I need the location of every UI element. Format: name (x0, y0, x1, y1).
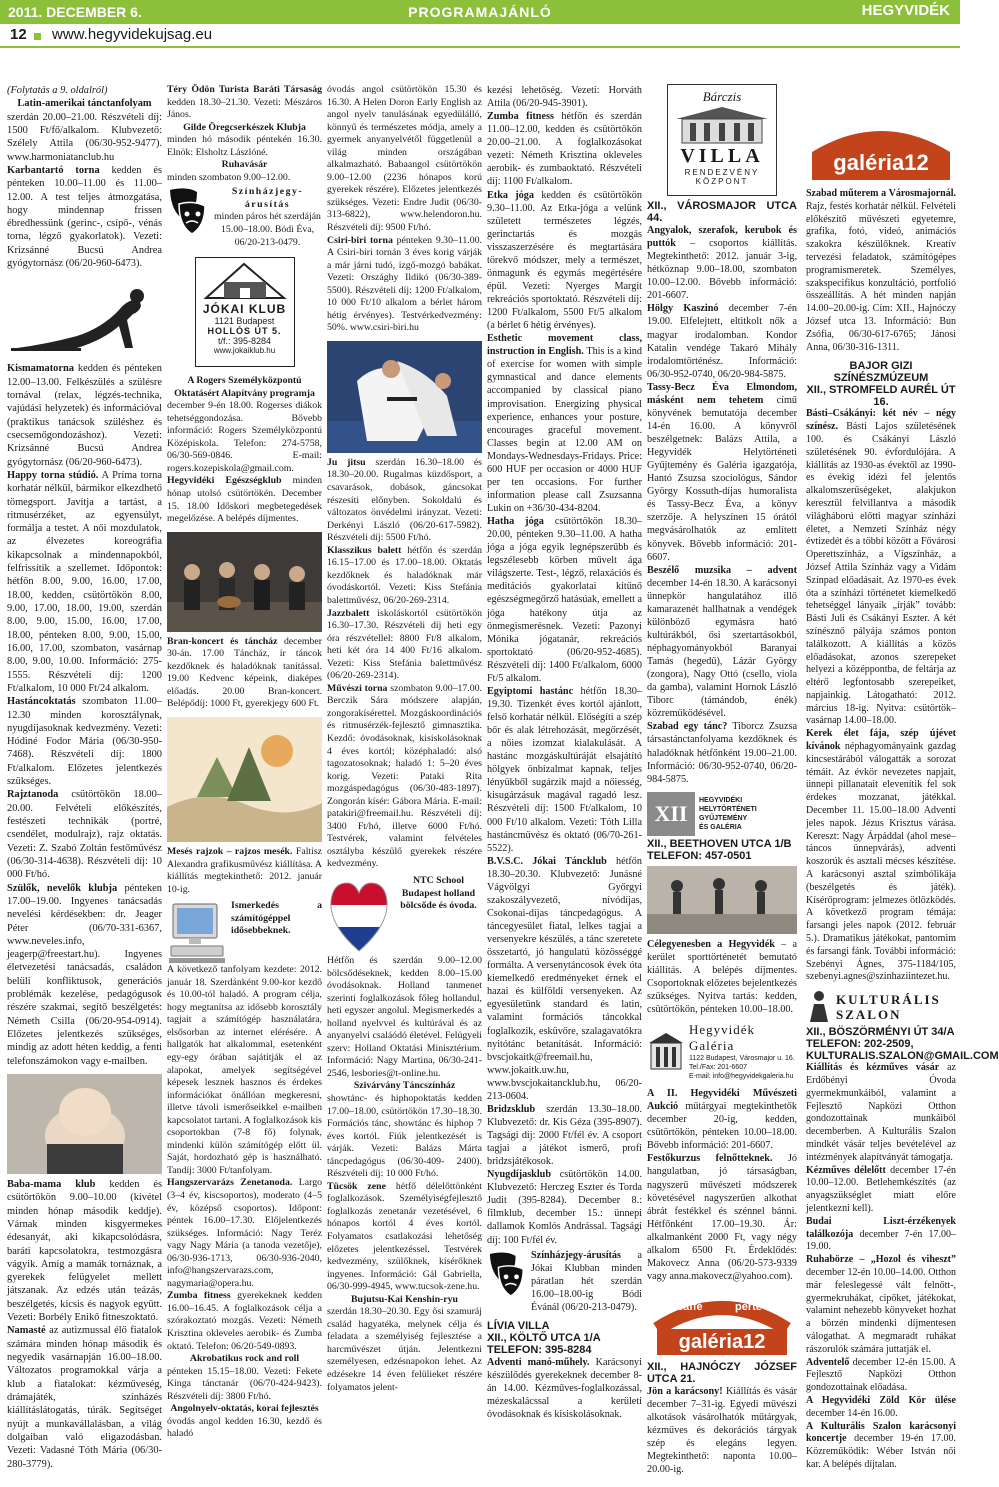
kism-title: Kismamatorna (7, 363, 74, 375)
klass-title: Klasszikus balett (327, 544, 402, 556)
hg-phone: Tel./Fax: 201-6607 (689, 1064, 747, 1072)
page-header-bar (0, 0, 960, 24)
egyip-title: Egyiptomi hastánc (487, 685, 574, 697)
rogers-title: A Rogers Személyközpontú Oktatásért Alapítvány programja (174, 375, 315, 399)
hegyvidek-galeria-logo (647, 1022, 797, 1081)
angy-body: – csoportos kiállítás. Megtekinthető: 2012. január 3-ig, hétköznap 9.00–18.00, szombaton 10.00–12.00. Bővebb információ: 201-6607. (647, 238, 798, 302)
baby-photo (7, 1074, 162, 1174)
band-photo (167, 532, 322, 632)
buju-continued: kezési lehetőség. Vezeti: Horváth Attila (06/20-945-3901). (487, 85, 642, 110)
kulturalis-szalon-logo (806, 990, 956, 1024)
cel-title: Célegyenesben a Hegyvidék (647, 938, 775, 950)
bridzs-body: szerdán 13.30–18.00. Klubvezető: dr. Kis Géza (395-8907). Tagsági díj: 2000 Ft/fél év. A csoport tagjai a játékot ismerő, profi bridzsjátékosok. (487, 1103, 642, 1168)
galeria12-logo (806, 116, 956, 182)
holgy-title: Hölgy Kaszinó (647, 303, 719, 315)
hang-body: Largo (3–4 év, kiscsoportos), moderato (4–5 év, középső csoportos). Időpont: péntek 16.00–17.30. Előjelentkezés szükséges. Információ: Nagy Teréz vagy Nagy Mária (a tanoda vezetője), 06/30-936-1713, 06/30-936-2040, info@hangszervarazs.com, nagymaria@opera.hu. (167, 1177, 322, 1289)
szinhaz2-title: Színházjegy-árusítás (531, 1249, 621, 1261)
kerek-title: Kerek élet fája, szép újévet kívánok (806, 728, 956, 753)
tery-title: Téry Ödön Turista Baráti Társaság (167, 84, 322, 95)
happy-body: A Príma torna korhatár nélkül, bármikor elkezdhető tömegsport. Javítja a tartást, a ritmusérzéket, az egyensúlyt, formálja a testet. A női mozdulatok, az élvezetes koreográfia kikapcsolnak a mindennapokból, felfrissítik a szellemet. Időpontok: hétfőn 8.00, 9.00, 16.00, 17.00, 18.00, kedden, csütörtökön 8.00, 9.00, 17.00, 18.00, 19.00, szerdán 8.00, 9.00, 15.00, 16.00, 17.00, 18.00, pénteken 8.00, 9.00, 15.00, 16.00, 17.00, szombaton, vasárnap 8.00, 9.00, 10.00. Információ: 275-1555. Részvételi díj: 1200 Ft/alkalom, 10 000 Ft/24 alkalom. (7, 469, 162, 694)
header-rule (0, 46, 960, 48)
livia-name: LÍVIA VILLA (487, 1319, 550, 1332)
nyug-title: Nyugdíjasklub (487, 1169, 551, 1181)
namaste-body: az autizmussal élő fiatalok számára minden hónap második és negyedik vasárnapján 16.00–18.00. Változatos programokkal várja a klub a fiatalokat: kézműveség, drámajáték, színházés kiállításlátogatás, túrák. Segítséget nyújt a munkavállalásban, a világ dolgaiban való eligazodásban. Vezeti: Vadasné Tóth Mária (06/30-280-3779). (7, 1325, 162, 1470)
villa-address: XII., VÁROSMAJOR UTCA 44. (647, 200, 797, 224)
karb-body: kedden és pénteken 10.00–11.00 és 11.00–12.00. A test teljes átmozgatása, hogy mindennap frissen ébredhessünk (gerinc-, csípő-, vénás torna, légző gyakorlatok). Vezeti: Krizsánné Bucsú Andrea gyógytornász (06/20-960-6473). (7, 164, 162, 270)
szabad-tanc-title: Szabad egy tánc? (647, 721, 728, 733)
jon-body: Kiállítás és vásár december 7–31-ig. Egyedi művészi alkotások vásárolhatók műtárgyak, kézműves és dekorációs tárgyak szép és elegáns legyen. Megtekinthető: naponta 10.00–20.00-ig. (647, 1386, 798, 1476)
jokai-klub-logo (195, 257, 295, 367)
esth-body: This is a kind of exercise for women with simple gymnastical and dance elements accompanied by classical piano improvisation. Energizing physical experience, enhances your posture, encourages graceful movement. Classes begin at 12.00 AM on Mondays-Wednesdays-Fridays. Price: 600 HUF per occasion or 4000 HUF per ten occasions. For further information please call Zsuzsanna Lukin on +36/30-434-8204. (487, 346, 642, 514)
theater-masks-icon (167, 186, 209, 236)
ruhaborze-body: december 12-én 10.00–14.00. Otthon már feleslegessé vált felnőtt-, gyermekruhákat, cipőket, játékokat, valamint nehezebb könyveket hozhat a börzén mindenki díjmentesen válogathat. A megmaradt ruhákat rászorulók számára juttatják el. (806, 1266, 956, 1355)
villa-logo-sub2: KÖZPONT (695, 177, 749, 186)
hang-title: Hangszervarázs Zenetanoda. (167, 1177, 293, 1189)
hast-title: Hastáncoktatás (7, 696, 76, 708)
szinhaz-title: Színházjegy-árusítás (231, 186, 304, 210)
jokai-phone: t/f.: 395-8284 (217, 336, 272, 347)
zold-title: A Hegyvidéki Zöld Kör ülése (806, 1394, 956, 1406)
basti-title: Básti–Csákányi: két név – négy színész. (806, 408, 956, 433)
jokai-street: HOLLÓS ÚT 5. (207, 326, 282, 337)
dutch-flag-heart-icon (327, 875, 391, 955)
jokai-web: www.jokaiklub.hu (213, 346, 276, 356)
jon-title: Jön a karácsony! (647, 1386, 723, 1397)
baba-title: Baba-mama klub (7, 1178, 96, 1190)
karb-title: Karbantartó torna (7, 164, 100, 176)
rogers-body: december 9-én 18.00. Rogerses diákok tehetséggondozása. Bővebb információ: Rogers Személyközpontú Középiskola. Telefon: 274-5758, 06/30-569-0846. E-mail: rogers.kozepiskola@gmail.com. (167, 400, 322, 474)
latin-title: Latin-amerikai tánctanfolyam (17, 98, 152, 110)
advent-manu-body: Karácsonyi készülődés gyerekeknek december 8-án 14.00. Kézműves-foglalkozással, mézeskalácssal a kerületi óvodásoknak és kisiskolásoknak. (487, 1356, 642, 1421)
sziv-body: showtánc- és hiphopoktatás kedden 17.00–18.00, csütörtökön 17.30–18.30. Formációs tánc, showtánc és hiphop 7 éves kortól. Fiúk jelentkezését is várják. Vezeti: Balázs Márta táncpedagógus (06/30-409- 2400). Részvételi díj: 10 000 Ft/hó. (327, 1093, 482, 1180)
szulok-title: Szülők, nevelők klubja (7, 882, 118, 894)
kult-email[interactable]: KULTURALIS.SZALON@GMAIL.COM (806, 1050, 999, 1063)
kezm-body: december 17-én 10.00–12.00. Betlehemkészítés (az anyagszükséglet miatt előre jelentkezni kell). (806, 1164, 956, 1214)
zumba-body: hétfőn és szerdán 11.00–12.00, kedden és csütörtökön 20.00–21.00. A foglalkozásokat vezeti: Németh Krisztina okleveles aerobik- és zumbaoktató. Részvételi díj: 1100 Ft/alkalom. (487, 111, 642, 188)
page-subheader (0, 24, 960, 46)
ntc-body: Hétfőn és szerdán 9.00–12.00 bölcsődéseknek, kedden 8.00–15.00 óvodásoknak. Holland tanmenet szerinti foglalkozások főleg hollandul, heti egyszer angolul. Megismerkedés a holland nyelvvel és kultúrával és az anyanyelvi csaláódó életével. Felügyeli szerv: Holland Oktatási Minisztérium. Információ: Nagy Martina, 06/30-241-2546, lesbories@t-online.hu. (327, 954, 482, 1079)
ism-title: Ismerkedés a számítógéppel idősebbeknek. (231, 900, 322, 937)
paper-name: HEGYVIDÉK (861, 2, 950, 19)
szalon-figure-icon (806, 990, 832, 1024)
esth-title: Esthetic movement class, instruction in English. (487, 333, 642, 358)
mese-title: Mesés rajzok – rajzos mesék. (167, 845, 293, 857)
aukcio-body: műtárgyai megtekinthetők december 20-ig, kedden, csütörtökön, pénteken 10.00–18.00. Bővebb információ: 201-6607. (647, 1101, 797, 1152)
basti-body: Básti Lajos születésének 100. és Csákányi László születésének 90. évfordulójára. A kiállítás az 1930-as évektől az 1990-es évekig idézi fel jelentős alkalomszerűségeket, alakjukon keresztül felvillantva a második világháború előtti magyar színházi életet, a Nemzeti Színház négy évtizedét és a többi között a Fővárosi Operettszínház, a Vígszínház, a József Attila Színház vagy a Vidám Színpad előadásait. Az 1970-es évek óta a színházi történetet kiemelkedő tehetséggel lányaik „írják” tovább: Básti Juli és Csákányi Eszter. A két színésznő pályája számos ponton találkozott. A kiállítás a közös előadásokat, azonos szerepeket helyezi a középpontba, de feltárja az eltérő legfontosabb szerepeiket, napjainkig. Látogatható: 2012. március 18-ig. Nyitva: csütörtök–vasárnap 14.00–18.00. (806, 421, 956, 727)
etka-body: kedden és csütörtökön 9.30–11.00. Az Etka-jóga a velünk született természetes légzés, gerinctartás és mozgás visszaszerzésére és megtartására törekvő módszer, mely a természet, önmagunk és egymás megértésére épül. Vezeti: Nyerges Margit rekreációs sportoktató. Részvételi díj: 1200 Ft/alkalom, 5500 Ft/5 alkalom (a bérlet 6 hétig érvényes). (487, 189, 642, 332)
judo-photo (327, 341, 482, 453)
ruha-body: minden szombaton 9.00–12.00. (167, 171, 291, 183)
jazz-body: iskoláskortól csütörtökön 16.30–17.30. Részvételi díj heti egy óra részvétellel: 8800 Ft/8 alkalom, heti két óra 14 400 Ft/16 alkalom. Vezeti: Kiss Stefánia balettművész (06/20-269-2314). (327, 607, 482, 682)
galeria-building-icon (647, 1031, 685, 1073)
szabad-muterem-body: Rajz, festés korhatár nélkül. Felvételi előkészítő művészeti egyetemre, grafika, fotó, videó, animációs szakokra készülőknek. Kreatív tervezési feladatok, számítógépes programismeretek. Személyes, szakspecifikus konzultáció, portfolió összeállítás. A hét minden napján 14.00–20.00-ig. Cím: XII., Hajnóczy József utca 13. Információ: Bun Zsófia, 06/30-617-6765; Jánosi Anna, 06/30-316-1311. (806, 200, 956, 353)
hg-email: E-mail: info@hegyvidekgaleria.hu (689, 1073, 794, 1081)
hatha-body: csütörtökön 18.30–20.00, pénteken 9.30–11.00. A hatha jóga a jóga egyik legnépszerűbb és legszélesebb körben művelt ága világszerte. Test-, légző, relaxációs és meditációs gyakorlatai kitűnő egészségmegőrző hatásúak, emellett a jóga hatékony útja az önmegismerésnek. Vezeti: Pazonyi Mónika jógatanár, rekreációs sportoktató (06/20-952-4685). Részvételi díj: 1400 Ft/alkalom, 6000 Ft/5 alkalom. (487, 516, 643, 684)
csiri-body: pénteken 9.30–11.00. A Csiri-biri tornán 3 éves korig várják a már járni tudó, izgő-mozgó babákat. Vezeti: Országhy Ildikó (06/30-389-5500). Részvételi díj: 1200 Ft/alkalom, 10 000 Ft/10 alkalom a bérlet három hétig érvényes). Testvérkedvezmény: 50%. www.csiri-biri.hu (327, 234, 482, 334)
adventelo-body: december 12-én 15.00. A Fejlesztő Napközi Otthon gondozottainak előadása. (806, 1356, 956, 1394)
klass-body: hétfőn és szerdán 16.15–17.00 és 17.00–18.00. Oktatás kezdőknek és haladóknak már óvodáskortól. Vezeti: Kiss Stefánia balettművész, 06/20-269-2314. (327, 544, 482, 606)
kism-body: kedden és pénteken 12.00–13.00. Felkészülés a szülésre tornával (relax, légzés-technika, vajúdási helyzetek) és információval (praktikus tanácsok szüléshez és csecsemőgondozáshoz). Vezeti: Krizsánné Bucsú Andrea gyógytornász (06/20-960-6473). (7, 363, 162, 468)
ism-body: A következő tanfolyam kezdete: 2012. január 18. Szerdánként 9.00-kor kezdő és 10.00-tól haladó. A program célja, hogy megtanítsa az idősebb korosztály tagjait a számítógép használatára, elsősorban az internet elérésére. A hallgatók hat alkalommal, esetenként egy-egy órában sajátítják el az alapokat, amelyek segítségével képesek lesznek hasznos és érdekes információkat önállóan megkeresni, illetve távoli ismerőseikkel e-mailben kapcsolatot tartani. A foglalkozások kis csoportokban (7-8 fő) folynak, mindenki külön számítógép előtt ül. Saját, hordozható gép is használható. Tandíj: 3000 Ft/tanfolyam. (167, 964, 322, 1176)
ruha-title: Ruhavásár (221, 159, 268, 171)
sziv-title: Szivárvány Táncszínház (353, 1080, 456, 1092)
zumba-kids-title: Zumba fitness (167, 1290, 231, 1302)
jitsu-body: szerdán 16.30–18.00 és 18.30–20.00. Rugalmas küzdősport, a csavarások, dobások, gáncsokat részesíti előnyben. Sokoldalú és változatos önvédelmi irányzat. Vezeti: Derkényi László (06/20-617-5982). Részvételi díj: 5500 Ft/hó. (327, 456, 482, 544)
mese-body: Faltisz Alexandra grafikusművész kiállítása. A kiállítás megtekinthető: 2012. január 10-ig. (167, 845, 323, 895)
hatha-title: Hatha jóga (487, 516, 544, 528)
column-3 (327, 84, 482, 1394)
computer-icon (167, 900, 227, 964)
koncert-body: december 19-én 17.00. Közreműködik: Wéber István női kar. A belépés díjtalan. (806, 1433, 956, 1470)
column-2 (167, 84, 322, 1441)
jazz-title: Jazzbalett (327, 607, 370, 619)
xii-badge: XII (647, 792, 695, 836)
besz-title: Beszélő muzsika – advent (647, 564, 797, 576)
angol-continued: óvodás angol csütörtökön 15.30 és 16.30. A Helen Doron Early English az angol nyelv tanulásának egyedülálló, könnyű és természetes módja, amely a gyermek anyanyelvétől függetlenül a világ minden országában alkalmazható. Babaangol csütörtökön 9.00–12.00 (2236 hónapos korú gyerekek részére). Előzetes jelentkezés szükséges. Vezeti: Endre Judit (06/30-313-6822), www.helendoron.hu. Részvételi díj: 9500 Ft/hó. (327, 84, 482, 234)
akro-title: Akrobatikus rock and roll (189, 1353, 300, 1365)
jokai-city: 1121 Budapest (214, 316, 275, 327)
ruhaborze-title: Ruhabörze – „Hozol és viheszt” (806, 1254, 956, 1266)
column-1 (7, 84, 162, 1471)
rajz-body: csütörtökön 18.00–20.00. Felvételi előkészítés, festészeti technikák (portré, csendélet, modulrajz), rajz oktatás. Vezeti: Z. Szabó Zoltán festőművész (06/30-314-4638). Részvételi díj: 10 000 Ft/hó. (7, 789, 162, 881)
rajz-title: Rajztanoda (7, 789, 59, 801)
szabad-tanc-body: Tiborcz Zsuzsa társastánctanfolyama kezdőknek és haladóknak hétfőnként 19.00–21.00. Információ: 06/30-952-0740, 06/20-984-5875. (647, 721, 797, 785)
tucsok-body: hétfő délelőttönként foglalkozások. Személyiségfejlesztő foglalkozás zenetanár vezetésével, 6 hónapos kortól 4 éves kortól. Folyamatos csatlakozási lehetőség előzetes jelentkezéssel. Testvérek kedvezmény, szülőknek, kísérőknek ingyenes. Információ: Gál Gabriella, 06/30-999-4945, www.tucsok-zene.hu. (327, 1180, 483, 1293)
gilde-body: minden hó második péntekén 16.30. Elnök: Elsholtz Lászlóné. (167, 134, 322, 158)
advent-manu-title: Adventi manó-műhely. (487, 1356, 590, 1368)
villa-logo-script: Bárczis (702, 89, 742, 104)
bran-title: Bran-koncert és táncház (167, 635, 278, 647)
jokai-name: JÓKAI KLUB (202, 302, 287, 317)
cel-body: – a kerület sporttörténetét bemutató kiállítás. A belépés díjmentes. Csoportoknak előzetes bejelentkezés szükséges. Nyitva tartás: kedden, csütörtökön, pénteken 10.00–18.00. (647, 938, 798, 1015)
yoga-woman-photo (7, 276, 162, 358)
issue-date: 2011. DECEMBER 6. (8, 4, 142, 20)
angy-title: Angyalok, szerafok, kerubok és puttók (647, 225, 797, 250)
xii-line-3: GYŰJTEMÉNY (699, 814, 748, 822)
namaste-title: Namasté (7, 1325, 46, 1337)
bvsc-body: hétfőn 18.30–20.30. Klubvezető: Junásné Vágvölgyi Győrgyi szakoszályvezető, nívódíjas, Csokonai-díjas táncpedagógus. A táncegyesület fiatal, lelkes tagjai a versenyekre készülés, a tánc szeretete összetartó, jó hangulatú közösséggé formálta. A versenytáncosok évek óta kiemelkedő eredményeket érnek el hazai és külföldi versenyeken. Az egyesületünk standard és latin, valamint formációs táncokkal foglalkozik, esküvőre, szalagavatókra nyitótánc betanítását. Információ: bvscjokaitk@freemail.hu, www.jokaitk.uw.hu, www.bvscjokaitancklub.hu, 06/20-213-0604. (487, 855, 642, 1102)
hg-address: 1122 Budapest, Városmajor u. 16. (689, 1055, 795, 1063)
muv-body: szombaton 9.00–17.00. Berczik Sára módszere alapján, zongorakísérettel. Mozgáskoordinációs és ritmusérzék-fejlesztő gimnasztika. Kezdő: óvodásoknak, kisiskolásoknak 4 éves kortól; középhaladó: alsó tagozatosoknak; haladó 1: 5–20 éves korig. Vezeti: Pataki Rita mozgáspedagógus (06/30-483-1897). Zongorán kísér: Gábora Mária. E-mail: patakiri@freemail.hu. Részvételi díj: 3400 Ft/hó, illetve 6000 Ft/hó. Testvérek, valamint felvételes osztályba készülő gyerekek részére kedvezmény. (327, 682, 483, 870)
koncert-title: A Kulturális Szalon karácsonyi koncertje (806, 1420, 956, 1445)
livia-phone: TELEFON: 395-8284 (487, 1343, 592, 1356)
separator-square (34, 33, 41, 40)
caffe-perte-logo (647, 1289, 797, 1359)
continuation-note: (Folytatás a 9. oldalról) (7, 85, 108, 96)
runners-photo (647, 866, 797, 934)
szulok-body: pénteken 17.00–19.00. Ingyenes tanácsadás nevelési kérdésekben: dr. Jeager Péter (06/70-331-6367, www.neveles.info, jeagerp@freestart.hu). Ingyenes életvezetési tanácsadás, családon belüli konfliktusok, generációs problémák kezelése, pedagógusok részére szakmai, segítő beszélgetés: Németh Csilla (06/20-954-0914). Előzetes jelentkezés szükséges, mindig az adott héten keddig, a fenti telefonszámokon vagy e-mailben. (7, 882, 162, 1067)
angol-title: Angolnyelv-oktatás, korai fejlesztés (170, 1403, 319, 1415)
kerek-body: néphagyományaink gazdag kincsestárából válogatták a sorozat témáit. Az évkör nevezetes napjait, ünnepi pillanatait elevenítik fel sok érdekes mozzanat, játékkal. December 11. 15.00–18.00 Adventi jeles napok. Jézus Krisztus várása. Kereszt: Nagy Árpáddal (ahol mese–táncos ünnepvárás), adventi koszorúk és asztali mécses készítése. A karácsonyi asztal szimbólikája (beszélgetés és játék). Kísérőprogram: jelmezes ötlözködés. A következő program témája: farsangi jeles napok (2012. február 5.). Dramatikus játékokat, pantomim és farsangi fánk. További információ: Szebényi Ágnes, 375-1184/105, szebenyi.agnes@szinhaziintezet.hu. (806, 741, 956, 983)
bvsc-title: B.V.S.C. Jókai Táncklub (487, 855, 607, 867)
bran-body: december 30-án. 17.00 Táncház, ír táncok kezdőknek és haladóknak tanítással. 19.00 Kedvenc képeink, diaképes előadás. 20.00 Bran-koncert. Belépődíj: 1000 Ft, gyerekjegy 600 Ft. (167, 635, 323, 710)
xii-line-1: HEGYVIDÉKI (699, 796, 743, 804)
tassy-body: című könyvének bemutatója december 14-én 16.00. A könyvről beszélgetnek: Balázs Attila, a Hegyvidék Helytörténeti Gyűjtemény és Galéria igazgatója, Hantó Zsuzsa szociológus, Sándor György Kossuth-díjas humoralista és Tassy-Becz Éva, a könyv szerzője. A helyszínen 15 órától megvásárolhatók az említett könyvek. Bővebb információ: 201-6607. (647, 394, 797, 563)
happy-title: Happy torna stúdió. (7, 469, 99, 481)
villa-logo-sub1: RENDEZVÉNY (684, 168, 760, 177)
jitsu-title: Ju jitsu (327, 456, 366, 468)
column-5 (647, 84, 797, 1476)
baba-body: kedden és csütörtökön 9.00–10.00 (kivétel minden hónap második keddje). Várnak minden kisgyermekes édesanyát, aki kikapcsolódásra, baráti kapcsolatokra, testmozgásra vágyik. Amíg a mamák tornáznak, a gyerekek felügyelet mellett játszanak. Az edzés után teázás, beszélgetés, kicsis és nagyok együtt. Vezeti: Borbély Enikő fitneszoktató. (7, 1178, 162, 1324)
latin-body: szerdán 20.00–21.00. Részvételi díj: 1500 Ft/fő/alkalom. Klubvezető: Szélely Attila (06/30-952-9477). www.harmoniatanclub.hu (7, 111, 162, 163)
section-title: PROGRAMAJÁNLÓ (408, 4, 552, 20)
site-url[interactable]: www.hegyvidekujsag.eu (52, 26, 213, 43)
egyip-body: hétfőn 18.30–19.30. Tizenkét éves kortól ajánlott, felső korhatár nélkül. Előségíti a szép bőr és alak létrehozását, megőrzését, a nőies izomzat kialakulását. A hastánc mozgáskultúráját elsajátító hölgyek önbizalmat kapnak, teljes lényükből sugárzik majd a nőiesség, kisugárzásuk magával ragadó lesz. Részvételi díj: 1500 Ft/alkalom, 10 000 Ft/10 alkalom. Vezeti: Tóth Lilla hastáncművész és oktató (06/70-261-5522). (487, 685, 642, 854)
tery-body: kedden 18.30–21.30. Vezeti: Mészáros János. (167, 96, 322, 121)
bajor-title: BAJOR GIZI SZÍNÉSZMÚZEUM (833, 360, 929, 385)
villa-logo-name: VILLA (680, 145, 764, 167)
perte-word: perté (735, 1301, 762, 1313)
egesz-body: minden hónap utolsó csütörtökén. December 15. 18.00 Időskori megbetegedések megelőzése. A belépés díjmentes. (167, 475, 322, 525)
buju-title: Bujutsu-Kai Kenshin-ryu (351, 1293, 458, 1305)
bajor-address: XII., STROMFELD AURÉL ÚT 16. (806, 384, 956, 409)
helytorteneti-logo (647, 792, 797, 836)
kiall-body: az Erdőbényi Óvoda gyermekmunkáiból, valamint a Fejlesztő Napközi Otthon gondozottainak munkáiból decemberben. A Kulturális Szalon mindkét vásár teljes bevételével az intézmények alapítványát támogatja. (806, 1062, 956, 1163)
kult-address: XII., BÖSZÖRMÉNYI ÚT 34/A (806, 1026, 955, 1039)
page-number: 12 (10, 26, 27, 43)
kiall-title: Kiállítás és kézműves vásár (806, 1062, 940, 1074)
etka-title: Etka jóga (487, 189, 534, 201)
buju-body: szerdán 18.30–20.30. Egy ősi szamuráj család hagyatéka, melynek célja és feladata a személyiség fejlesztése a harcművészet útján. Jelentkezni személyesen, edzésnapokon lehet. Az edzésekre 14 éven felülieket részére folyamatos jelent- (327, 1306, 482, 1393)
zold-body: december 14-én 16.00. (806, 1407, 898, 1419)
beethoven-phone: TELEFON: 457-0501 (647, 849, 752, 862)
xii-line-2: HELYTÖRTÉNETI (699, 805, 757, 813)
nyug-body: csütörtökön 14.00. Klubvezető: Herczeg Eszter és Torda Judit (395-8284). December 8.: filmklub, december 15.: ünnepi dallamok Komlós Andrással. Tagsági díj: 100 Ft/fél év. (487, 1169, 643, 1246)
fest-body: Jó hangulatban, jó társaságban, nagyszerű művészeti módszerek követésével nagyszerűen alkothat ábrát festékkel és szénnel bánni. Hétfőnként 17.00–19.30. Ár: alkalmanként 2000 Ft, vagy négy alkalom 6500 Ft. Érdeklődés: Makovecz Anna (06/20-573-9339 vagy anna.makovecz@yahoo.com). (647, 1153, 798, 1282)
zumba-title: Zumba fitness (487, 111, 554, 123)
angol-body: óvodás angol kedden 16.30, kezdő és haladó (167, 1415, 322, 1440)
galeria12-word: galéria12 (678, 1331, 766, 1353)
besz-body: december 14-én 18.30. A karácsonyi ünnepkör hangulatához illő kamarazenét hallhatnak a vendégek különböző egymásra ható kultúrákból, ősi szertartásokból, néphagyományokból Baranyai Tamás (hegedű), Lázár György (zongora), Nagy Ottó (csello, viola da gamba), valamint Hornok László Tiborc (támándob, énék) közreműködésével. (647, 577, 797, 720)
tucsok-title: Tücsök zene (327, 1180, 386, 1192)
szinhaz-body: minden páros hét szerdáján 15.00–18.00. Bódi Éva, 06/20-213-0479. (214, 211, 321, 248)
gilde-title: Gilde Öregcserkészek Klubja (183, 121, 306, 133)
kult-logo-text: KULTURÁLIS SZALON (836, 992, 941, 1023)
kezm-title: Kézműves délelőtt (806, 1164, 886, 1176)
bridzs-title: Bridzsklub (487, 1103, 536, 1115)
galeria12-logo-text: galéria12 (833, 150, 929, 175)
livia-address: XII., KÖLTŐ UTCA 1/A (487, 1331, 601, 1344)
ntc-title: NTC School Budapest holland bölcsőde és óvoda. (400, 874, 477, 912)
budai-title: Budai Liszt-érzékenyek találkozója (806, 1215, 956, 1240)
theater-masks-icon-2 (487, 1249, 527, 1299)
csiri-title: Csiri-biri torna (327, 234, 393, 246)
fest-title: Festőkurzus felnőtteknek. (647, 1153, 773, 1165)
caffe-word: caffé (677, 1301, 703, 1313)
holgy-body: december 7-én 19.00. Elfelejtett, eltitkolt nők a magyar irodalomban. Kondor Katalin vendége Takaró Mihály irodalomtörténész. Információ: 06/30-952-0740, 06/20-984-5875. (647, 303, 797, 380)
akro-body: pénteken 15.15–18.00. Vezeti: Fekete Kinga tánctanár (06/70-424-9423). Részvételi díj: 3800 Ft/hó. (167, 1365, 322, 1402)
hajnoczy-address: XII., HAJNÓCZY JÓZSEF UTCA 21. (647, 1361, 797, 1385)
adventelo-title: Adventelő (806, 1356, 850, 1368)
tassy-title: Tassy-Becz Éva Elmondom, másként nem tehetem (647, 381, 797, 406)
aukcio-title: A II. Hegyvidéki Művészeti Aukció (647, 1088, 797, 1113)
egesz-title: Hegyvidéki Egészségklub (167, 475, 282, 487)
muv-title: Művészi torna (327, 682, 388, 694)
barczis-villa-logo (667, 84, 777, 196)
hast-body: szombaton 11.00–12.30 minden korosztálynak, nyugdíjasoknak kedvezmény. Vezeti: Hódiné Fodor Mária (06/30-950-7468). Részvételi díj: 1800 Ft/alkalom. Előzetes jelentkezés szükséges. (7, 696, 162, 788)
kult-phone: TELEFON: 202-2509, (806, 1038, 914, 1051)
budai-body: december 7-én 17.00–19.00. (806, 1228, 956, 1253)
hg-name: Hegyvidék Galéria (689, 1022, 756, 1054)
szabad-muterem-title: Szabad műterem a Városmajornál. (806, 188, 956, 199)
column-6 (806, 84, 999, 1472)
beethoven-address: XII., BEETHOVEN UTCA 1/B (647, 837, 792, 850)
szinhaz2-body: a Jókai Klubban minden páratlan hét szerdán 16.00–18.00-ig Bódi Évánál (06/20-213-0479). (531, 1249, 642, 1313)
xii-line-4: ÉS GALÉRIA (699, 823, 742, 831)
mese-illustration (167, 717, 322, 842)
zumba-kids-body: gyerekeknek kedden 16.00–16.45. A foglalkozások célja a szórakoztató mozgás. Vezeti: Németh Krisztina okleveles aerobik- és Zumba oktató. Telefon: 06/20-549-0893. (167, 1290, 322, 1352)
column-4 (487, 84, 642, 1421)
